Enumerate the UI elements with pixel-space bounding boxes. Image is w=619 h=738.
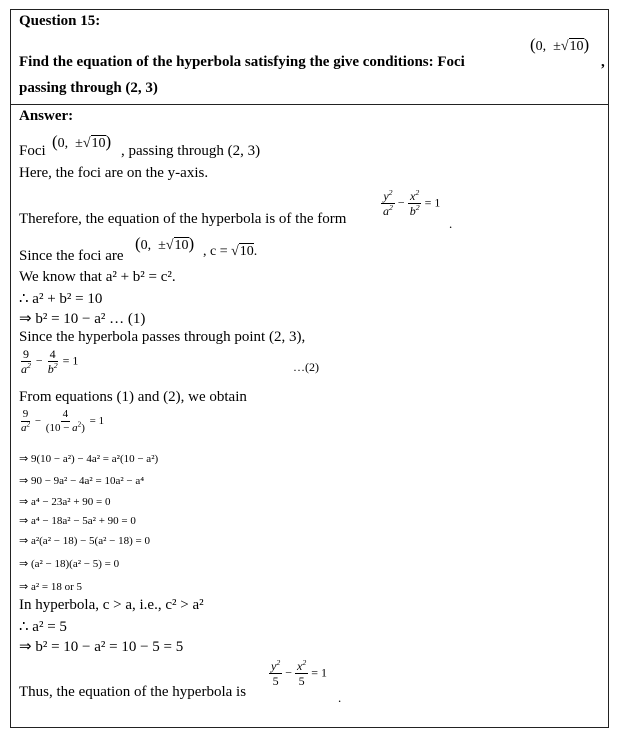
step-4: ⇒ a⁴ − 23a² + 90 = 0	[19, 496, 111, 508]
step-7: ⇒ (a² − 18)(a² − 5) = 0	[19, 558, 120, 570]
final-equation-period: .	[338, 690, 342, 705]
answer-line-6: ∴ a² + b² = 10	[19, 291, 103, 307]
answer-line-8: Since the hyperbola passes through point (2, 3),	[19, 329, 306, 345]
answer-line-10: In hyperbola, c > a, i.e., c² > a²	[19, 597, 204, 613]
question-heading: Question 15:	[19, 13, 101, 29]
final-equation: $\frac{y^2}{5}$ − $\frac{x^2}{5}$ = 1	[271, 658, 328, 688]
step-5: ⇒ a⁴ − 18a² − 5a² + 90 = 0	[19, 515, 136, 527]
answer-line-5: We know that a² + b² = c².	[19, 269, 176, 285]
question-box	[11, 10, 608, 105]
answer-foci-expr-2: (0, ±√10)	[135, 234, 195, 253]
question-text-part1: Find the equation of the hyperbola satisfying the give conditions: Foci	[19, 54, 465, 70]
answer-c-value: , c = √10.	[203, 244, 258, 259]
answer-line-11: ∴ a² = 5	[19, 619, 67, 635]
answer-line-3-period: .	[449, 216, 453, 231]
answer-line-7: ⇒ b² = 10 − a² … (1)	[19, 311, 146, 327]
equation-2: $\frac{9}{a^2}$ − $\frac{4}{b^2}$ = 1	[21, 347, 79, 376]
step-8: ⇒ a² = 18 or 5	[19, 581, 83, 593]
step-6: ⇒ a²(a² − 18) − 5(a² − 18) = 0	[19, 535, 150, 547]
answer-line-foci-suffix: , passing through (2, 3)	[121, 143, 261, 159]
answer-heading: Answer:	[19, 108, 74, 124]
question-text-line1	[19, 54, 465, 71]
step-2: ⇒ 9(10 − a²) − 4a² = a²(10 − a²)	[19, 453, 159, 465]
equation-2-label: …(2)	[293, 360, 319, 374]
answer-line-3: Therefore, the equation of the hyperbola is of the form	[19, 211, 347, 227]
answer-line-13: Thus, the equation of the hyperbola is	[19, 684, 247, 700]
answer-line-2: Here, the foci are on the y-axis.	[19, 165, 209, 181]
question-text-part2: passing through (2, 3)	[19, 80, 158, 96]
question-comma: ,	[601, 54, 605, 70]
step-3: ⇒ 90 − 9a² − 4a² = 10a² − a⁴	[19, 475, 145, 487]
answer-line-9: From equations (1) and (2), we obtain	[19, 389, 247, 405]
solution-frame	[10, 9, 609, 728]
answer-line-12: ⇒ b² = 10 − a² = 10 − 5 = 5	[19, 639, 184, 655]
question-foci-expr: (0, ±√10)	[530, 35, 590, 54]
answer-line-foci: Foci	[19, 143, 46, 159]
answer-hyperbola-form: $\frac{y^2}{a^2}$ − $\frac{x^2}{b^2}$ = 1	[383, 188, 441, 218]
answer-foci-expr: (0, ±√10)	[52, 132, 112, 151]
answer-line-4: Since the foci are	[19, 248, 124, 264]
step-1: $\frac{9}{a^2}$ − $\frac{4}{(10 - a^2)}$ = 1	[21, 408, 105, 434]
